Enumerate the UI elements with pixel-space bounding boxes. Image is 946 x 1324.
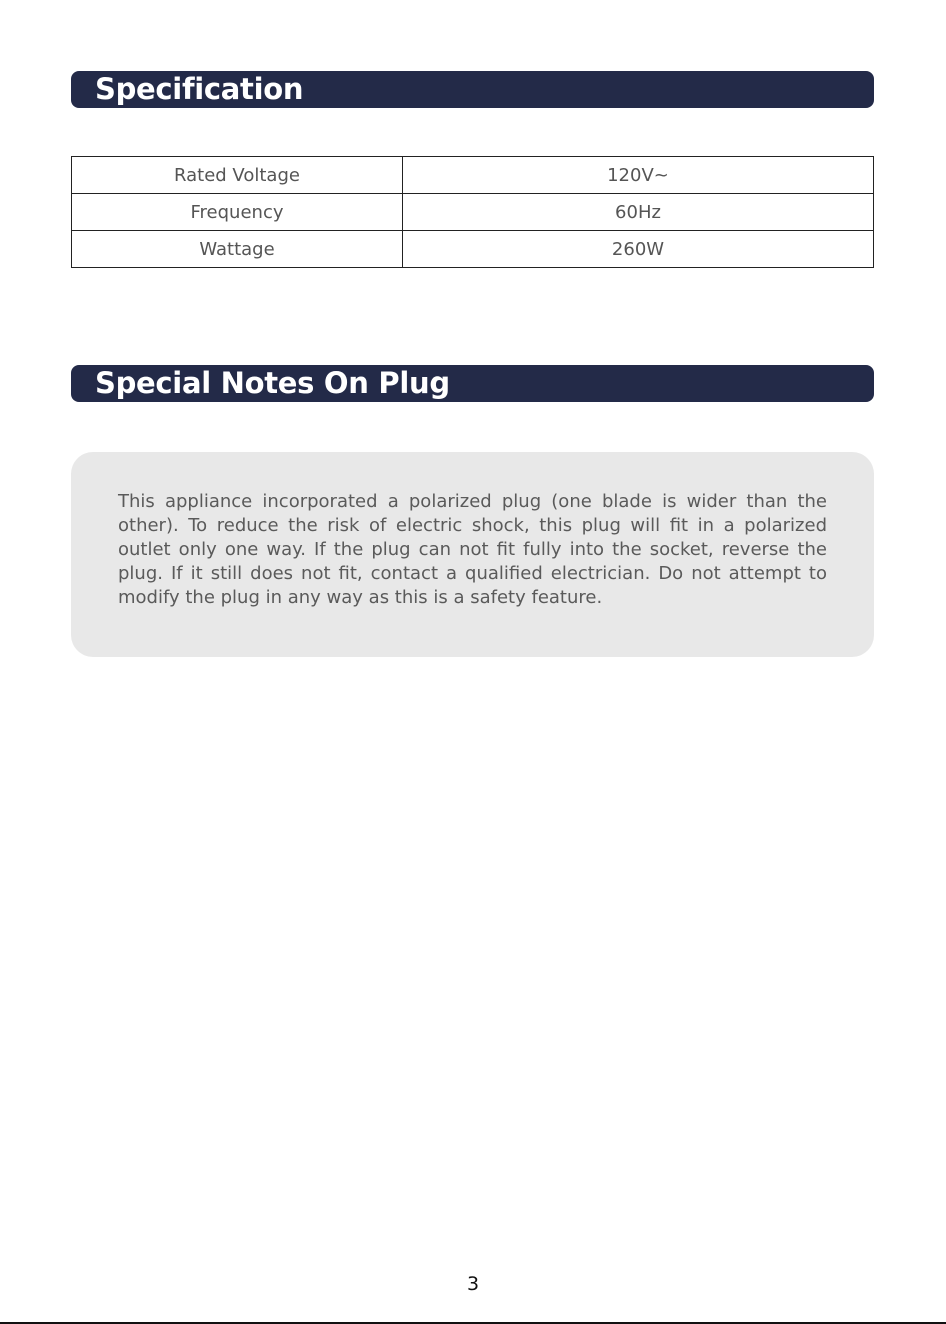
specification-header: [71, 71, 874, 108]
spec-label-wattage: Wattage: [72, 231, 403, 268]
spec-value-wattage: 260W: [403, 231, 874, 268]
table-row: [72, 157, 874, 194]
page-number: 3: [466, 1273, 480, 1295]
specification-table: [71, 156, 874, 268]
table-row: [72, 231, 874, 268]
plug-notes-box: [71, 452, 874, 657]
spec-value-frequency: 60Hz: [403, 194, 874, 231]
table-row: [72, 194, 874, 231]
plug-notes-title: Special Notes On Plug: [95, 366, 450, 400]
plug-notes-header: [71, 365, 874, 402]
spec-label-rated-voltage: Rated Voltage: [72, 157, 403, 194]
spec-value-rated-voltage: 120V~: [403, 157, 874, 194]
specification-title: Specification: [95, 72, 304, 106]
spec-label-frequency: Frequency: [72, 194, 403, 231]
plug-notes-text: This appliance incorporated a polarized plug (one blade is wider than the other). To reduce the risk of electric shock, this plug will fit in a polarized outlet only one way. If the plug can not fit fully into the socket, reverse the plug. If it still does not fit, contact a qualified electrician. Do not attempt to modify the plug in any way as this is a safety feature.: [118, 491, 827, 608]
